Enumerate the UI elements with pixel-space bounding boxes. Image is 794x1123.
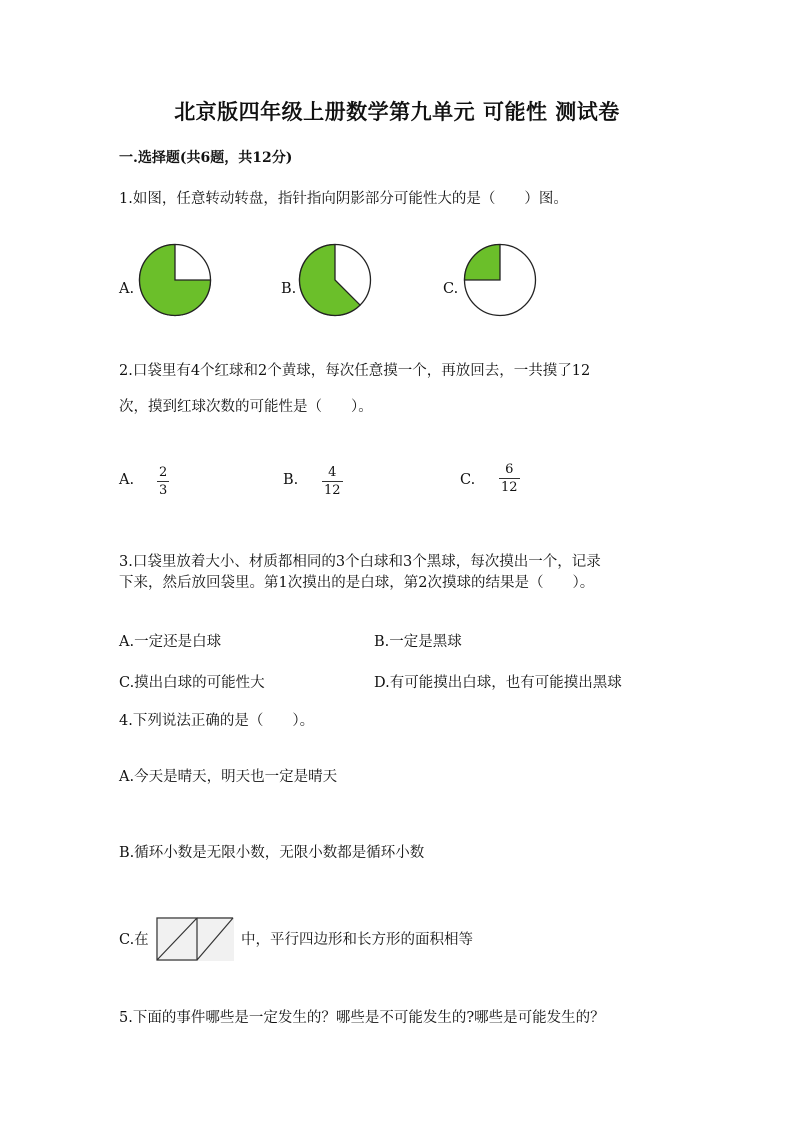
q3-option-a: A.一定还是白球 bbox=[119, 634, 222, 650]
question-2-line-2: 次，摸到红球次数的可能性是（ ）。 bbox=[119, 399, 373, 415]
q1-spinner-a bbox=[137, 242, 213, 318]
question-3-line-1: 3.口袋里放着大小、材质都相同的3个白球和3个黑球，每次摸出一个，记录 bbox=[119, 554, 601, 570]
q3-option-c: C.摸出白球的可能性大 bbox=[119, 675, 265, 691]
fraction-numerator: 4 bbox=[328, 465, 337, 480]
q1-option-b-label: B. bbox=[281, 281, 297, 297]
q2-option-b-label: B. bbox=[283, 472, 299, 488]
q2-option-c-label: C. bbox=[460, 472, 476, 488]
fraction-numerator: 2 bbox=[159, 465, 168, 480]
q2-option-c-fraction bbox=[499, 462, 520, 495]
q2-option-a-label: A. bbox=[119, 472, 135, 488]
fraction-denominator: 3 bbox=[159, 483, 168, 498]
question-2-line-1: 2.口袋里有4个红球和2个黄球，每次任意摸一个，再放回去，一共摸了12 bbox=[119, 363, 591, 379]
fraction-denominator: 12 bbox=[501, 480, 518, 495]
q1-spinner-b bbox=[297, 242, 373, 318]
q4-option-c-suffix: 中，平行四边形和长方形的面积相等 bbox=[241, 932, 473, 948]
q3-option-d: D.有可能摸出白球，也有可能摸出黑球 bbox=[374, 675, 622, 691]
question-1-text: 1.如图，任意转动转盘，指针指向阴影部分可能性大的是（ ）图。 bbox=[119, 191, 568, 207]
q4-option-b: B.循环小数是无限小数，无限小数都是循环小数 bbox=[119, 845, 425, 861]
q1-option-c-label: C. bbox=[443, 281, 459, 297]
q4-option-c-prefix: C.在 bbox=[119, 932, 149, 948]
q1-spinner-c bbox=[462, 242, 538, 318]
page-title: 北京版四年级上册数学第九单元 可能性 测试卷 bbox=[174, 99, 620, 124]
q1-option-a-label: A. bbox=[119, 281, 135, 297]
q3-option-b: B.一定是黑球 bbox=[374, 634, 462, 650]
fraction-denominator: 12 bbox=[324, 483, 341, 498]
q4-option-a: A.今天是晴天，明天也一定是晴天 bbox=[119, 769, 338, 785]
section-heading: 一.选择题(共6题，共12分) bbox=[119, 150, 293, 166]
fraction-numerator: 6 bbox=[505, 462, 514, 477]
question-5-text: 5.下面的事件哪些是一定发生的？哪些是不可能发生的?哪些是可能发生的？ bbox=[119, 1010, 605, 1026]
q1-spinner-c-shaded-sector bbox=[465, 245, 501, 281]
question-3-line-2: 下来，然后放回袋里。第1次摸出的是白球，第2次摸球的结果是（ ）。 bbox=[119, 575, 595, 591]
q2-option-a-fraction bbox=[157, 465, 169, 498]
q4-parallelogram-rectangle-figure bbox=[156, 917, 234, 961]
q2-option-b-fraction bbox=[322, 465, 343, 498]
question-4-text: 4.下列说法正确的是（ ）。 bbox=[119, 713, 315, 729]
